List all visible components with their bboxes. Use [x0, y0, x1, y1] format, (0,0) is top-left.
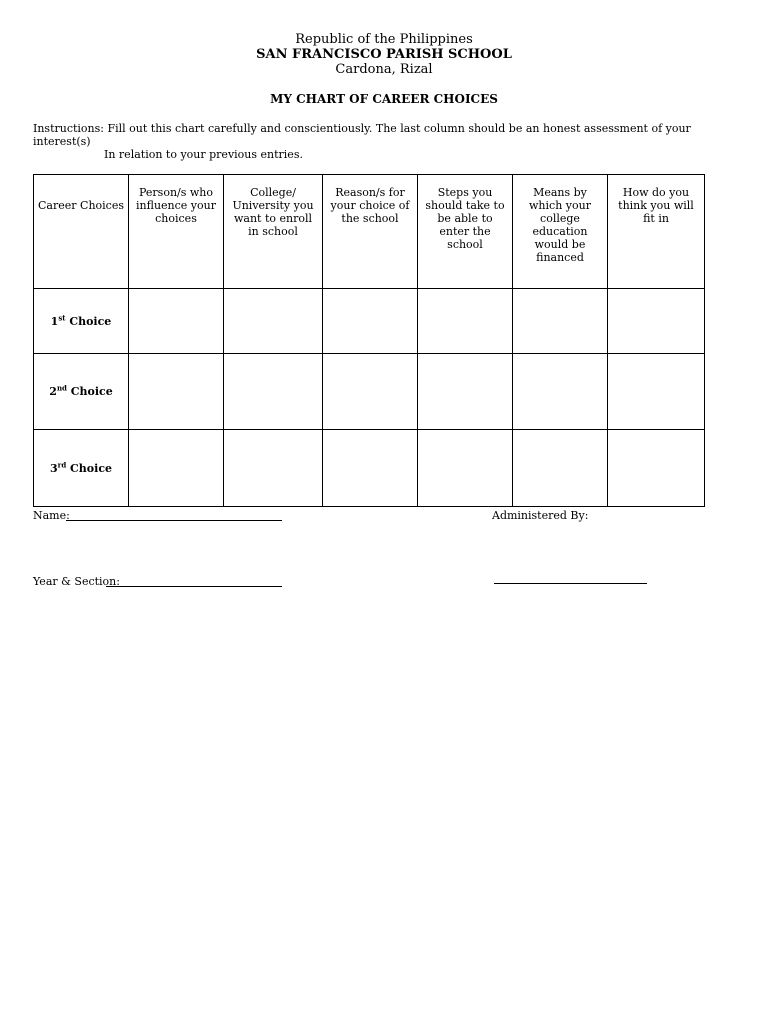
table-cell[interactable] — [224, 430, 323, 507]
table-cell[interactable] — [129, 289, 224, 354]
row-label-third-choice — [34, 430, 129, 507]
table-cell[interactable] — [323, 430, 418, 507]
administrator-signature-line[interactable] — [494, 583, 647, 584]
column-header: How do you think you will fit in — [608, 175, 705, 289]
career-choices-table — [33, 174, 705, 507]
row-label-first-choice — [34, 289, 129, 354]
republic-heading: Republic of the Philippines — [295, 32, 473, 47]
column-header: Person/s who influence your choices — [129, 175, 224, 289]
table-cell[interactable] — [323, 354, 418, 430]
page-title: MY CHART OF CAREER CHOICES — [270, 92, 498, 106]
table-cell[interactable] — [418, 354, 513, 430]
table-cell[interactable] — [224, 289, 323, 354]
table-row — [34, 289, 705, 354]
row-label-second-choice — [34, 354, 129, 430]
table-cell[interactable] — [513, 289, 608, 354]
table-row — [34, 430, 705, 507]
table-cell[interactable] — [224, 354, 323, 430]
table-cell[interactable] — [418, 430, 513, 507]
column-header: Means by which your college education would be financed — [513, 175, 608, 289]
administered-by-label: Administered By: — [492, 509, 589, 522]
instructions-text: Instructions: Fill out this chart carefully and conscientiously. The last column should be an honest assessment of your interest(s) — [33, 122, 691, 148]
table-cell[interactable] — [323, 289, 418, 354]
ordinal-suffix: st — [58, 312, 66, 322]
column-header: College/ University you want to enroll in school — [224, 175, 323, 289]
school-name: SAN FRANCISCO PARISH SCHOOL — [256, 47, 512, 62]
table-cell[interactable] — [129, 430, 224, 507]
name-line[interactable] — [66, 520, 282, 521]
row-label-text: Choice — [65, 314, 112, 328]
ordinal-suffix: rd — [57, 459, 67, 469]
table-cell[interactable] — [418, 289, 513, 354]
row-label-text: Choice — [66, 385, 113, 398]
instructions-continuation: In relation to your previous entries. — [104, 148, 303, 161]
table-cell[interactable] — [129, 354, 224, 430]
column-header: Steps you should take to be able to enter the school — [418, 175, 513, 289]
table-cell[interactable] — [513, 354, 608, 430]
row-label-text: Choice — [66, 461, 113, 475]
school-location: Cardona, Rizal — [335, 62, 433, 77]
column-header: Career Choices — [34, 175, 129, 289]
table-cell[interactable] — [608, 289, 705, 354]
table-cell[interactable] — [513, 430, 608, 507]
name-label: Name: — [33, 509, 70, 522]
table-header-row — [34, 175, 705, 289]
year-section-line[interactable] — [106, 586, 282, 587]
table-cell[interactable] — [608, 354, 705, 430]
column-header: Reason/s for your choice of the school — [323, 175, 418, 289]
row-number: 1 — [50, 314, 59, 328]
table-row — [34, 354, 705, 430]
table-cell[interactable] — [608, 430, 705, 507]
row-number: 3 — [49, 461, 58, 475]
row-number: 2 — [49, 385, 57, 398]
ordinal-suffix: nd — [56, 383, 67, 393]
year-section-label: Year & Section: — [33, 575, 120, 588]
